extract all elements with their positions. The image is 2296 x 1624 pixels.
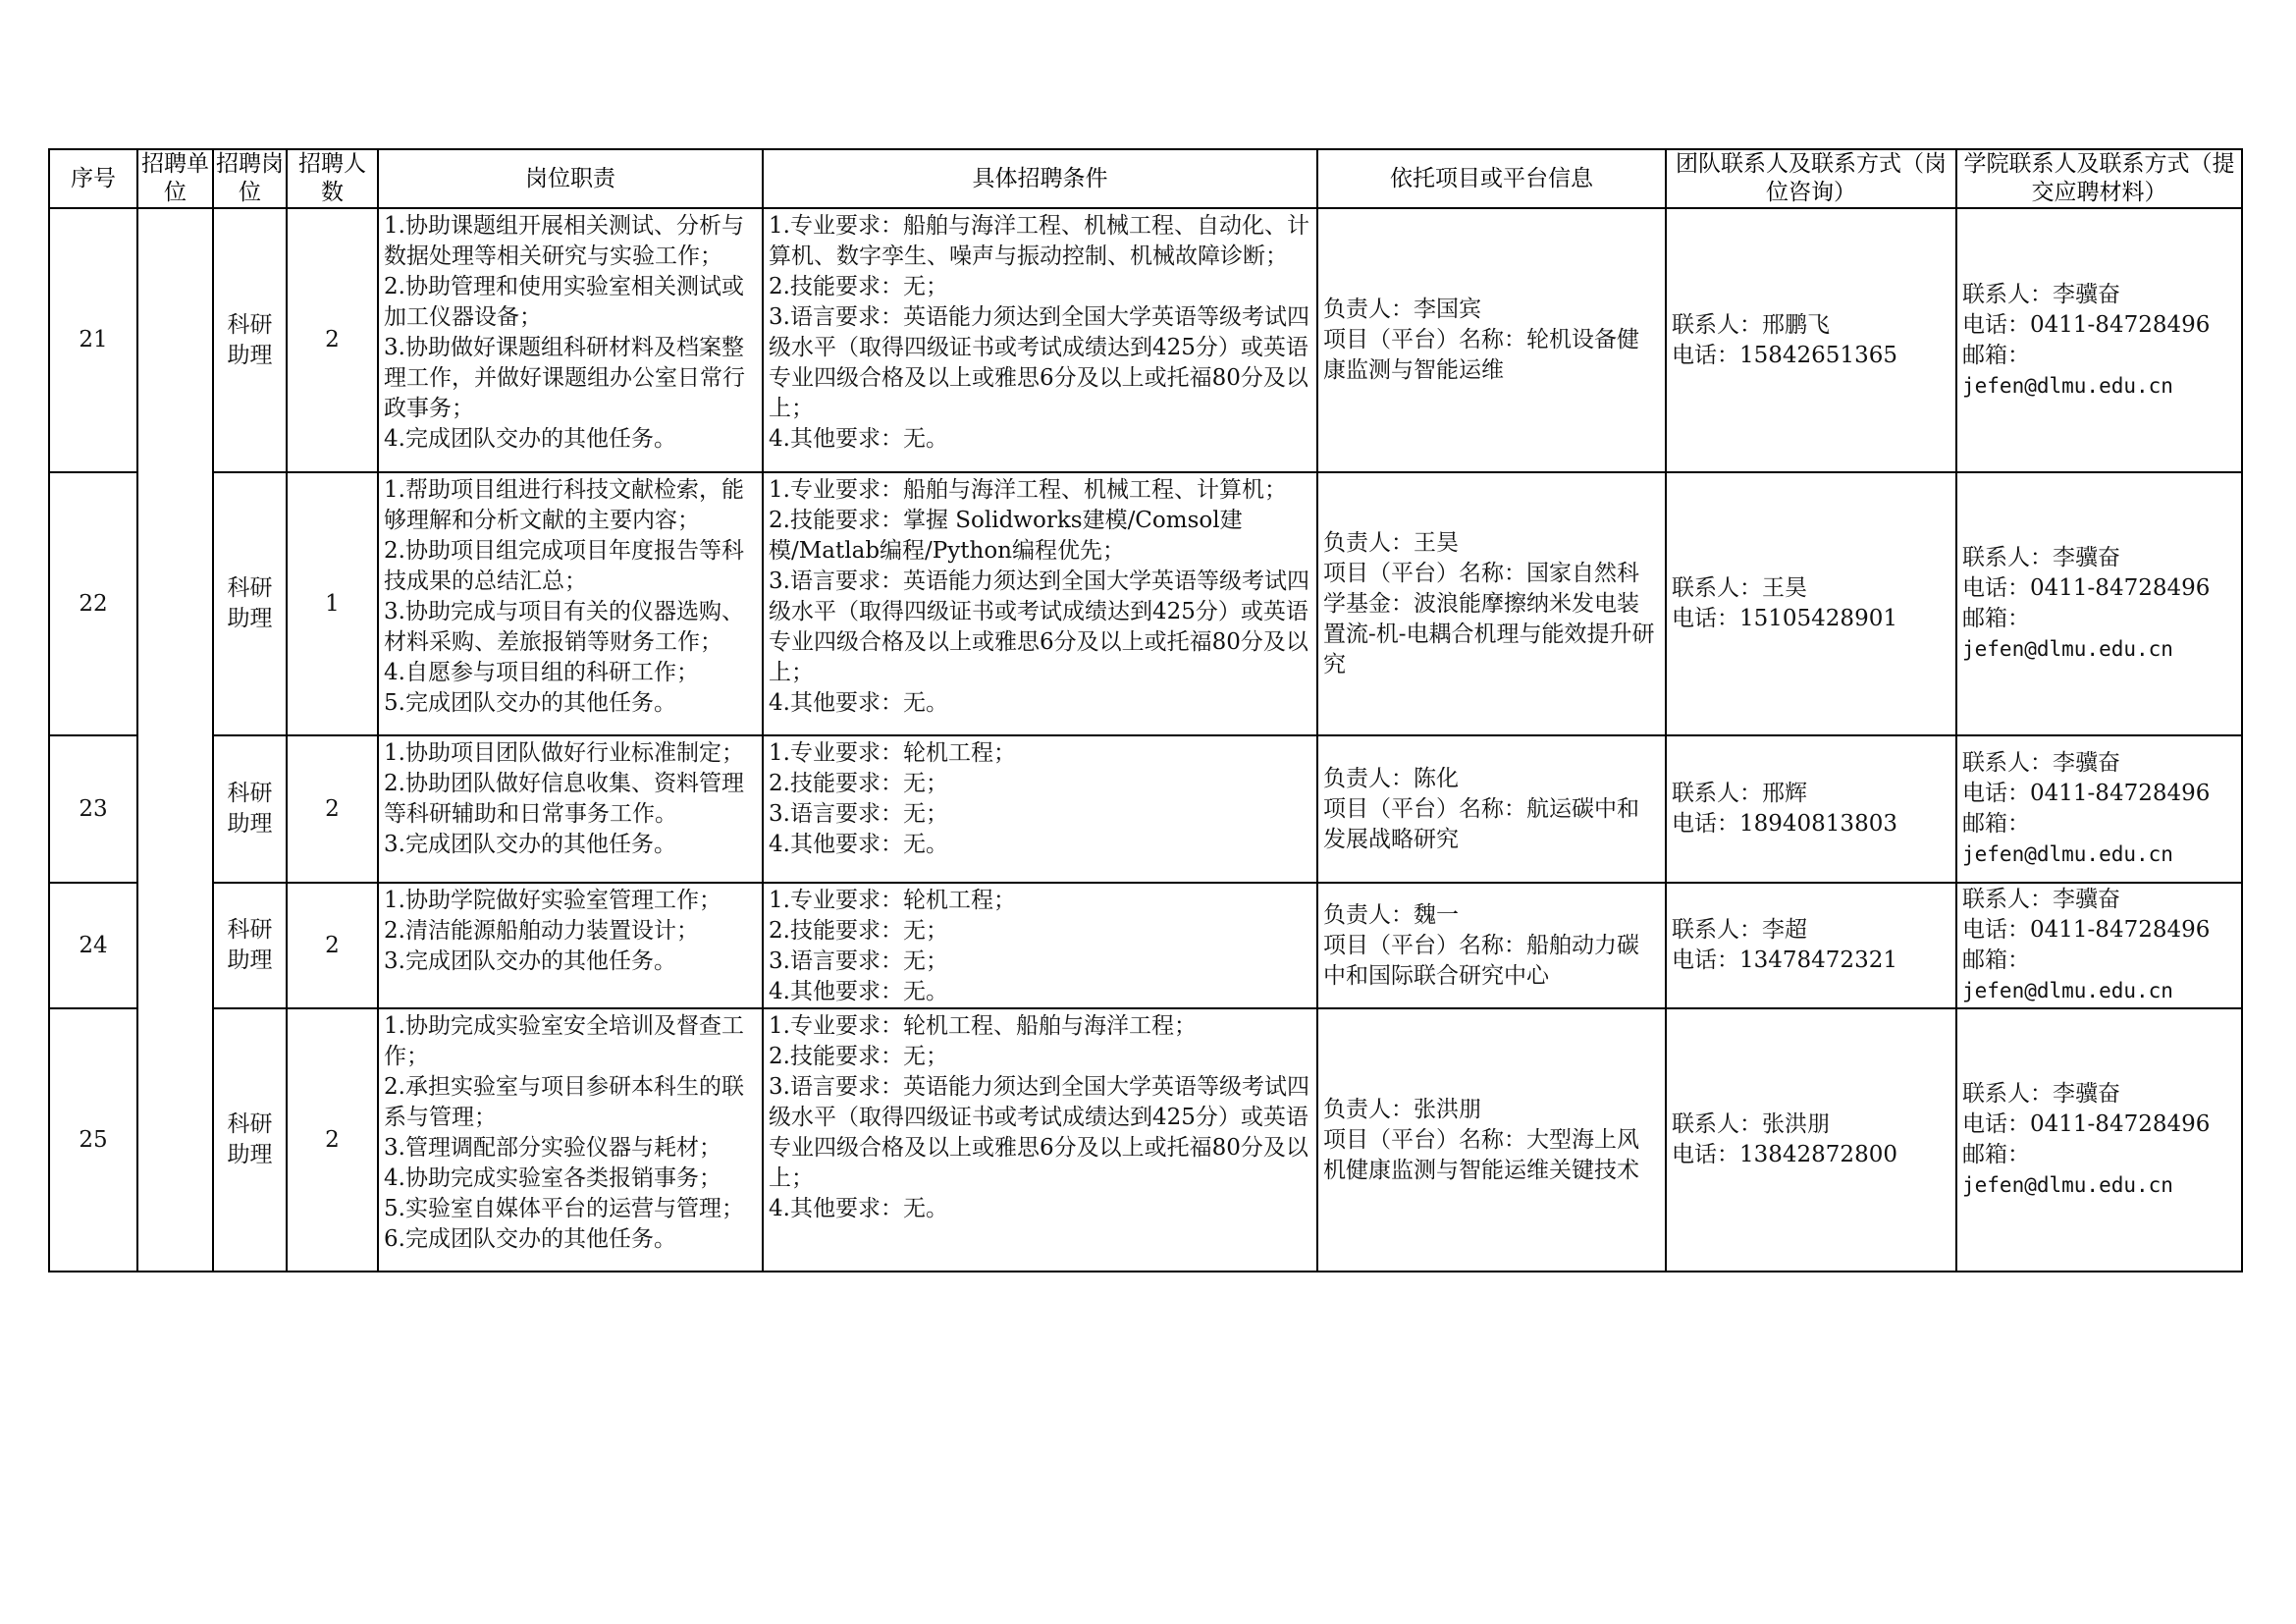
header-duties: 岗位职责 — [378, 149, 763, 208]
cell-unit — [137, 472, 213, 735]
cell-duties-line: 2.协助项目组完成项目年度报告等科技成果的总结汇总； — [384, 538, 744, 594]
cell-team-contact-line: 电话：13478472321 — [1672, 947, 1897, 973]
cell-college-contact-line: 邮箱： — [1962, 947, 2030, 973]
cell-duties — [378, 208, 763, 472]
header-position: 招聘岗位 — [213, 149, 287, 208]
cell-requirements — [763, 472, 1317, 735]
cell-requirements-line: 3.语言要求：英语能力须达到全国大学英语等级考试四级水平（取得四级证书或考试成绩达到425分）或英语专业四级合格及以上或雅思6分及以上或托福80分及以上； — [769, 304, 1309, 421]
cell-duties-line: 1.帮助项目组进行科技文献检索，能够理解和分析文献的主要内容； — [384, 477, 744, 533]
cell-duties-line: 1.协助完成实验室安全培训及督查工作； — [384, 1013, 744, 1069]
cell-position: 科研助理 — [213, 472, 287, 735]
cell-college-contact-line: jefen@dlmu.edu.cn — [1962, 373, 2173, 398]
cell-college-contact-line: 联系人：李骥奋 — [1962, 887, 2120, 912]
cell-team-contact-line: 电话：15842651365 — [1672, 342, 1897, 368]
cell-count: 1 — [287, 472, 378, 735]
cell-index: 24 — [49, 883, 137, 1008]
cell-college-contact-line: 电话：0411-84728496 — [1962, 575, 2211, 601]
cell-team-contact-line: 电话：18940813803 — [1672, 811, 1897, 837]
cell-college-contact-line: jefen@dlmu.edu.cn — [1962, 637, 2173, 661]
table-row — [49, 1008, 2242, 1272]
cell-college-contact — [1956, 1008, 2242, 1272]
cell-project-line: 项目（平台）名称：大型海上风机健康监测与智能运维关键技术 — [1323, 1126, 1639, 1183]
header-requirements: 具体招聘条件 — [763, 149, 1317, 208]
cell-duties — [378, 883, 763, 1008]
header-college-contact: 学院联系人及联系方式（提交应聘材料） — [1956, 149, 2242, 208]
cell-requirements-line: 1.专业要求：轮机工程、船舶与海洋工程； — [769, 1013, 1197, 1039]
cell-college-contact — [1956, 735, 2242, 883]
cell-team-contact-line: 联系人：张洪朋 — [1672, 1111, 1830, 1137]
cell-duties-line: 5.完成团队交办的其他任务。 — [384, 690, 676, 716]
cell-project-line: 项目（平台）名称：国家自然科学基金：波浪能摩擦纳米发电装置流-机-电耦合机理与能效提升研究 — [1323, 560, 1655, 677]
cell-duties-line: 2.清洁能源船舶动力装置设计； — [384, 918, 699, 944]
cell-college-contact-line: jefen@dlmu.edu.cn — [1962, 842, 2173, 866]
cell-index: 22 — [49, 472, 137, 735]
cell-position: 科研助理 — [213, 208, 287, 472]
cell-requirements-line: 2.技能要求：无； — [769, 771, 948, 796]
cell-team-contact — [1666, 883, 1956, 1008]
cell-duties-line: 2.承担实验室与项目参研本科生的联系与管理； — [384, 1074, 744, 1130]
cell-count: 2 — [287, 208, 378, 472]
cell-duties-line: 2.协助团队做好信息收集、资料管理等科研辅助和日常事务工作。 — [384, 771, 744, 827]
cell-college-contact-line: jefen@dlmu.edu.cn — [1962, 979, 2173, 1002]
cell-college-contact-line: 电话：0411-84728496 — [1962, 311, 2211, 338]
cell-index: 21 — [49, 208, 137, 472]
cell-team-contact-line: 联系人：王昊 — [1672, 575, 1807, 601]
cell-duties-line: 3.管理调配部分实验仪器与耗材； — [384, 1135, 721, 1161]
recruitment-table-page — [48, 148, 2241, 1272]
cell-college-contact-line: 邮箱： — [1962, 342, 2030, 368]
cell-team-contact — [1666, 208, 1956, 472]
cell-project-line: 负责人：王昊 — [1323, 529, 1459, 556]
cell-project — [1317, 735, 1666, 883]
cell-team-contact — [1666, 1008, 1956, 1272]
cell-team-contact-line: 电话：13842872800 — [1672, 1142, 1897, 1167]
cell-duties — [378, 472, 763, 735]
cell-college-contact-line: 邮箱： — [1962, 606, 2030, 631]
cell-requirements-line: 4.其他要求：无。 — [769, 690, 948, 716]
cell-requirements-line: 3.语言要求：无； — [769, 801, 948, 827]
header-project: 依托项目或平台信息 — [1317, 149, 1666, 208]
cell-requirements-line: 4.其他要求：无。 — [769, 426, 948, 452]
cell-requirements-line: 1.专业要求：船舶与海洋工程、机械工程、自动化、计算机、数字孪生、噪声与振动控制、机械故障诊断； — [769, 213, 1309, 269]
cell-duties — [378, 735, 763, 883]
cell-requirements-line: 4.其他要求：无。 — [769, 979, 948, 1004]
cell-duties-line: 6.完成团队交办的其他任务。 — [384, 1226, 676, 1252]
cell-duties-line: 5.实验室自媒体平台的运营与管理； — [384, 1196, 744, 1221]
cell-team-contact-line: 电话：15105428901 — [1672, 606, 1897, 631]
cell-college-contact — [1956, 883, 2242, 1008]
cell-duties-line: 3.协助做好课题组科研材料及档案整理工作，并做好课题组办公室日常行政事务； — [384, 335, 745, 421]
cell-project-line: 负责人：李国宾 — [1323, 297, 1481, 322]
cell-requirements-line: 2.技能要求：掌握 Solidworks建模/Comsol建模/Matlab编程/Python编程优先； — [769, 508, 1243, 564]
cell-team-contact-line: 联系人：李超 — [1672, 917, 1807, 943]
cell-college-contact-line: 电话：0411-84728496 — [1962, 781, 2211, 806]
cell-duties-line: 4.协助完成实验室各类报销事务； — [384, 1165, 721, 1191]
header-index: 序号 — [49, 149, 137, 208]
cell-unit — [137, 208, 213, 472]
cell-duties-line: 3.协助完成与项目有关的仪器选购、材料采购、差旅报销等财务工作； — [384, 599, 744, 655]
cell-count: 2 — [287, 883, 378, 1008]
cell-duties-line: 1.协助学院做好实验室管理工作； — [384, 888, 721, 913]
cell-team-contact — [1666, 472, 1956, 735]
cell-project-line: 负责人：张洪朋 — [1323, 1096, 1481, 1122]
cell-project — [1317, 472, 1666, 735]
cell-unit — [137, 735, 213, 883]
header-row — [49, 149, 2242, 208]
recruitment-table — [48, 148, 2243, 1272]
cell-requirements-line: 1.专业要求：船舶与海洋工程、机械工程、计算机； — [769, 477, 1287, 503]
table-row — [49, 883, 2242, 1008]
cell-duties-line: 3.完成团队交办的其他任务。 — [384, 832, 676, 857]
cell-requirements-line: 3.语言要求：英语能力须达到全国大学英语等级考试四级水平（取得四级证书或考试成绩达到425分）或英语专业四级合格及以上或雅思6分及以上或托福80分及以上； — [769, 1074, 1309, 1191]
cell-college-contact-line: 联系人：李骥奋 — [1962, 545, 2120, 570]
header-team-contact: 团队联系人及联系方式（岗位咨询） — [1666, 149, 1956, 208]
cell-college-contact — [1956, 208, 2242, 472]
cell-college-contact — [1956, 472, 2242, 735]
cell-requirements — [763, 883, 1317, 1008]
cell-position: 科研助理 — [213, 735, 287, 883]
cell-duties-line: 1.协助课题组开展相关测试、分析与数据处理等相关研究与实验工作； — [384, 213, 744, 269]
cell-duties-line: 3.完成团队交办的其他任务。 — [384, 948, 676, 974]
cell-unit — [137, 883, 213, 1008]
cell-requirements-line: 1.专业要求：轮机工程； — [769, 888, 1016, 913]
cell-requirements-line: 1.专业要求：轮机工程； — [769, 740, 1016, 766]
cell-college-contact-line: 邮箱： — [1962, 1142, 2030, 1167]
cell-college-contact-line: 邮箱： — [1962, 811, 2030, 837]
cell-college-contact-line: 电话：0411-84728496 — [1962, 1111, 2211, 1137]
cell-duties-line: 1.协助项目团队做好行业标准制定； — [384, 740, 744, 766]
cell-team-contact-line: 联系人：邢鹏飞 — [1672, 311, 1830, 338]
table-body — [49, 208, 2242, 1272]
cell-index: 23 — [49, 735, 137, 883]
cell-project — [1317, 883, 1666, 1008]
cell-college-contact-line: jefen@dlmu.edu.cn — [1962, 1173, 2173, 1197]
cell-requirements-line: 3.语言要求：无； — [769, 948, 948, 974]
cell-requirements-line: 2.技能要求：无； — [769, 274, 948, 299]
cell-requirements-line: 4.其他要求：无。 — [769, 832, 948, 857]
cell-team-contact — [1666, 735, 1956, 883]
cell-duties-line: 4.完成团队交办的其他任务。 — [384, 426, 676, 452]
cell-count: 2 — [287, 1008, 378, 1272]
table-row — [49, 208, 2242, 472]
cell-duties-line: 2.协助管理和使用实验室相关测试或加工仪器设备； — [384, 274, 744, 330]
cell-college-contact-line: 联系人：李骥奋 — [1962, 1081, 2120, 1107]
table-row — [49, 472, 2242, 735]
cell-project-line: 项目（平台）名称：航运碳中和发展战略研究 — [1323, 795, 1639, 852]
cell-duties — [378, 1008, 763, 1272]
header-count: 招聘人数 — [287, 149, 378, 208]
cell-index: 25 — [49, 1008, 137, 1272]
cell-project — [1317, 208, 1666, 472]
cell-position: 科研助理 — [213, 883, 287, 1008]
cell-project-line: 项目（平台）名称：轮机设备健康监测与智能运维 — [1323, 327, 1639, 383]
cell-position: 科研助理 — [213, 1008, 287, 1272]
cell-college-contact-line: 联系人：李骥奋 — [1962, 281, 2120, 307]
cell-unit — [137, 1008, 213, 1272]
header-unit: 招聘单位 — [137, 149, 213, 208]
cell-team-contact-line: 联系人：邢辉 — [1672, 781, 1807, 806]
cell-requirements — [763, 1008, 1317, 1272]
cell-project-line: 项目（平台）名称：船舶动力碳中和国际联合研究中心 — [1323, 932, 1639, 989]
cell-project — [1317, 1008, 1666, 1272]
cell-count: 2 — [287, 735, 378, 883]
cell-project-line: 负责人：魏一 — [1323, 901, 1459, 928]
cell-requirements-line: 4.其他要求：无。 — [769, 1196, 948, 1221]
cell-requirements-line: 2.技能要求：无； — [769, 1044, 948, 1069]
cell-college-contact-line: 电话：0411-84728496 — [1962, 917, 2211, 943]
cell-requirements — [763, 208, 1317, 472]
cell-duties-line: 4.自愿参与项目组的科研工作； — [384, 660, 699, 685]
cell-requirements-line: 3.语言要求：英语能力须达到全国大学英语等级考试四级水平（取得四级证书或考试成绩达到425分）或英语专业四级合格及以上或雅思6分及以上或托福80分及以上； — [769, 568, 1309, 685]
cell-requirements-line: 2.技能要求：无； — [769, 918, 948, 944]
table-row — [49, 735, 2242, 883]
cell-project-line: 负责人：陈化 — [1323, 765, 1459, 791]
cell-requirements — [763, 735, 1317, 883]
cell-college-contact-line: 联系人：李骥奋 — [1962, 750, 2120, 776]
